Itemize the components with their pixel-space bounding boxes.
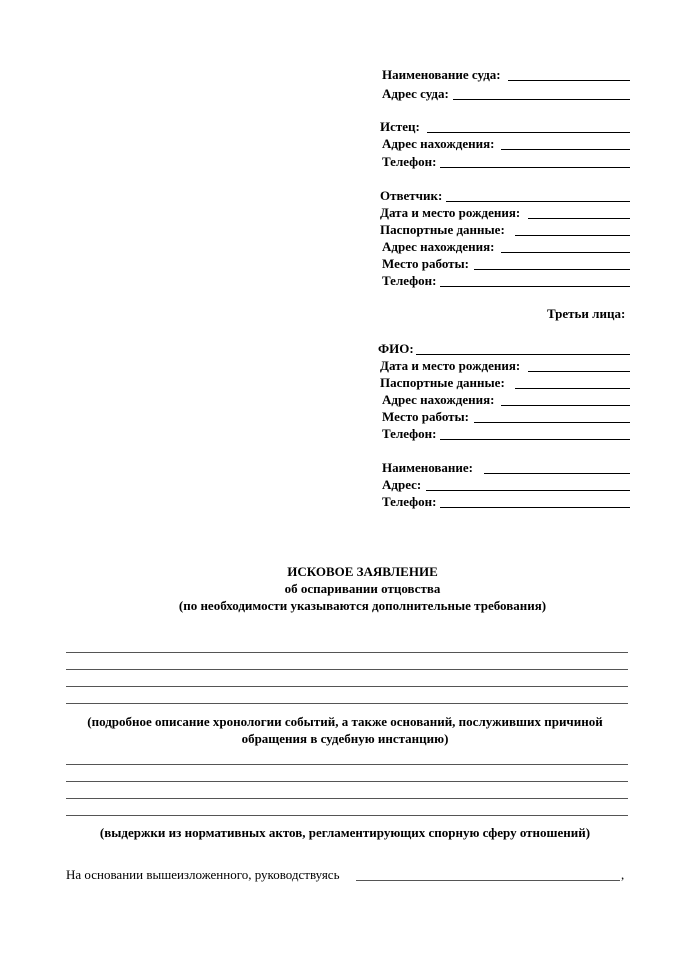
plaintiff-phone-line xyxy=(440,167,630,168)
document-title: ИСКОВОЕ ЗАЯВЛЕНИЕ xyxy=(287,564,438,579)
plaintiff-address-label: Адрес нахождения: xyxy=(382,136,495,151)
plaintiff-address-line xyxy=(501,149,630,150)
defendant-label: Ответчик: xyxy=(380,188,443,203)
tp-address-line xyxy=(501,405,630,406)
org-address-line xyxy=(426,490,630,491)
fill-line xyxy=(66,798,628,799)
org-phone-label: Телефон: xyxy=(382,494,437,509)
org-name-line xyxy=(484,473,630,474)
closing-line xyxy=(356,880,620,881)
tp-passport-label: Паспортные данные: xyxy=(380,375,505,390)
defendant-address-label: Адрес нахождения: xyxy=(382,239,495,254)
tp-fio-line xyxy=(416,354,630,355)
plaintiff-label: Истец: xyxy=(380,119,420,134)
defendant-passport-label: Паспортные данные: xyxy=(380,222,505,237)
tp-passport-line xyxy=(515,388,630,389)
defendant-line xyxy=(446,201,630,202)
fill-line xyxy=(66,652,628,653)
tp-work-label: Место работы: xyxy=(382,409,470,424)
third-parties-heading: Третьи лица: xyxy=(547,306,626,321)
fill-line xyxy=(66,669,628,670)
normative-note: (выдержки из нормативных актов, регламентирующих спорную сферу отношений) xyxy=(99,825,591,840)
court-name-line xyxy=(508,80,630,81)
fill-line xyxy=(66,703,628,704)
document-title-note: (по необходимости указываются дополнительные требования) xyxy=(178,598,547,613)
defendant-birth-label: Дата и место рождения: xyxy=(380,205,521,220)
chronology-note: (подробное описание хронологии событий, а также оснований, послуживших причиной обращения в судебную инстанцию) xyxy=(87,714,603,746)
tp-work-line xyxy=(474,422,630,423)
fill-line xyxy=(66,781,628,782)
tp-phone-line xyxy=(440,439,630,440)
tp-birth-label: Дата и место рождения: xyxy=(380,358,521,373)
court-address-line xyxy=(453,99,630,100)
defendant-phone-label: Телефон: xyxy=(382,273,437,288)
tp-fio-label: ФИО: xyxy=(378,341,414,356)
fill-line xyxy=(66,686,628,687)
closing-comma: , xyxy=(621,867,625,882)
tp-phone-label: Телефон: xyxy=(382,426,437,441)
org-address-label: Адрес: xyxy=(382,477,422,492)
tp-address-label: Адрес нахождения: xyxy=(382,392,495,407)
document-subtitle: об оспаривании отцовства xyxy=(284,581,441,596)
defendant-birth-line xyxy=(528,218,630,219)
defendant-work-line xyxy=(474,269,630,270)
defendant-address-line xyxy=(501,252,630,253)
org-phone-line xyxy=(440,507,630,508)
plaintiff-phone-label: Телефон: xyxy=(382,154,437,169)
tp-birth-line xyxy=(528,371,630,372)
court-name-label: Наименование суда: xyxy=(382,67,501,82)
defendant-passport-line xyxy=(515,235,630,236)
court-address-label: Адрес суда: xyxy=(382,86,449,101)
defendant-work-label: Место работы: xyxy=(382,256,470,271)
fill-line xyxy=(66,764,628,765)
org-name-label: Наименование: xyxy=(382,460,473,475)
plaintiff-line xyxy=(427,132,630,133)
fill-line xyxy=(66,815,628,816)
closing-text: На основании вышеизложенного, руководствуясь xyxy=(66,867,340,882)
defendant-phone-line xyxy=(440,286,630,287)
